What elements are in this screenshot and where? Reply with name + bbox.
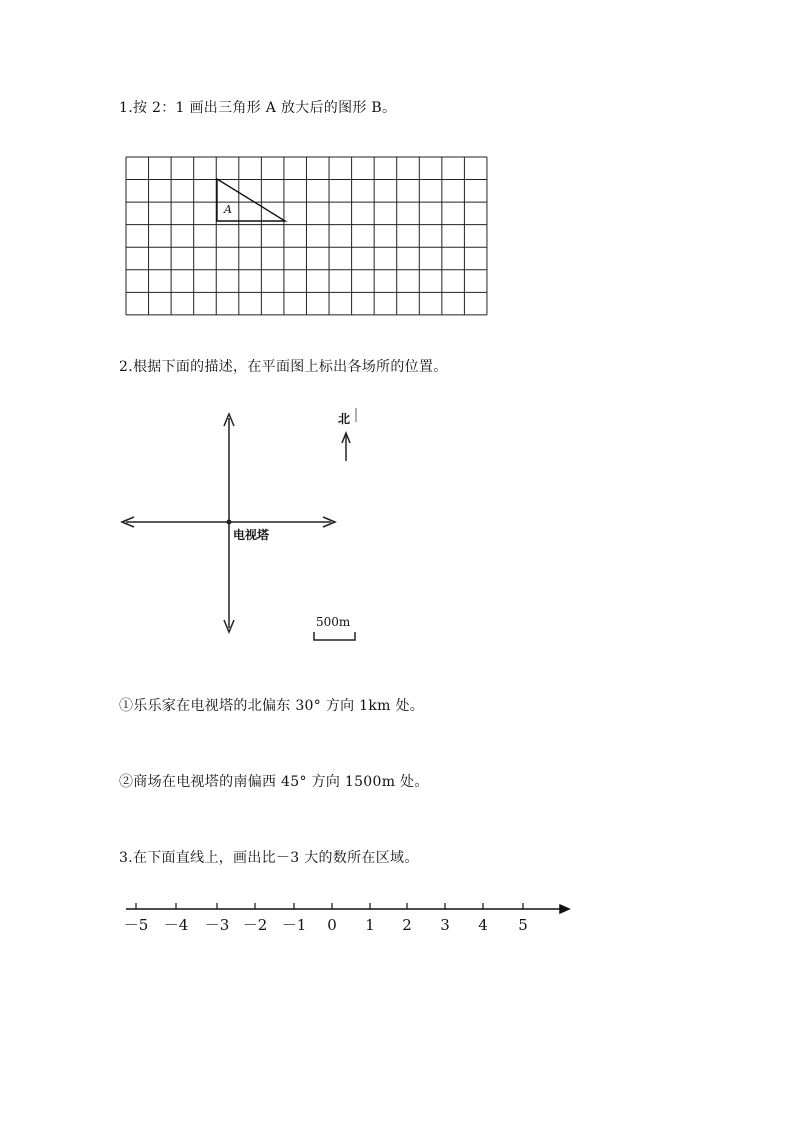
number-line-label: －2 xyxy=(242,916,268,934)
number-line-label: －3 xyxy=(204,916,230,934)
number-line-label: －1 xyxy=(281,916,307,934)
number-line-label: －4 xyxy=(163,916,189,934)
question-1-text: 1.按 2：1 画出三角形 A 放大后的图形 B。 xyxy=(119,100,397,116)
number-line-label: 4 xyxy=(478,916,488,934)
scale-bar xyxy=(314,632,355,640)
number-line-label: 0 xyxy=(327,916,337,934)
number-line-labels xyxy=(124,916,528,934)
scale-label: 500m xyxy=(316,615,351,629)
square-grid[interactable] xyxy=(126,157,487,315)
question-3-text: 3.在下面直线上，画出比－3 大的数所在区域。 xyxy=(119,850,419,866)
north-arrow-icon xyxy=(342,433,350,461)
number-line-ticks xyxy=(136,903,523,909)
number-line-label: 2 xyxy=(402,916,412,934)
tower-label: 电视塔 xyxy=(233,528,270,542)
number-line[interactable] xyxy=(126,905,569,913)
question-2-sub-1: ①乐乐家在电视塔的北偏东 30° 方向 1km 处。 xyxy=(119,698,425,714)
question-2-sub-2: ②商场在电视塔的南偏西 45° 方向 1500m 处。 xyxy=(119,774,429,790)
number-line-label: 5 xyxy=(518,916,528,934)
triangle-label: A xyxy=(224,203,232,216)
number-line-label: －5 xyxy=(123,916,149,934)
north-label: 北 xyxy=(338,412,351,426)
question-2-text: 2.根据下面的描述，在平面图上标出各场所的位置。 xyxy=(119,359,448,375)
number-line-label: 1 xyxy=(365,916,375,934)
arrow-right-icon xyxy=(560,905,569,913)
tower-center-point xyxy=(227,520,232,525)
number-line-label: 3 xyxy=(440,916,450,934)
